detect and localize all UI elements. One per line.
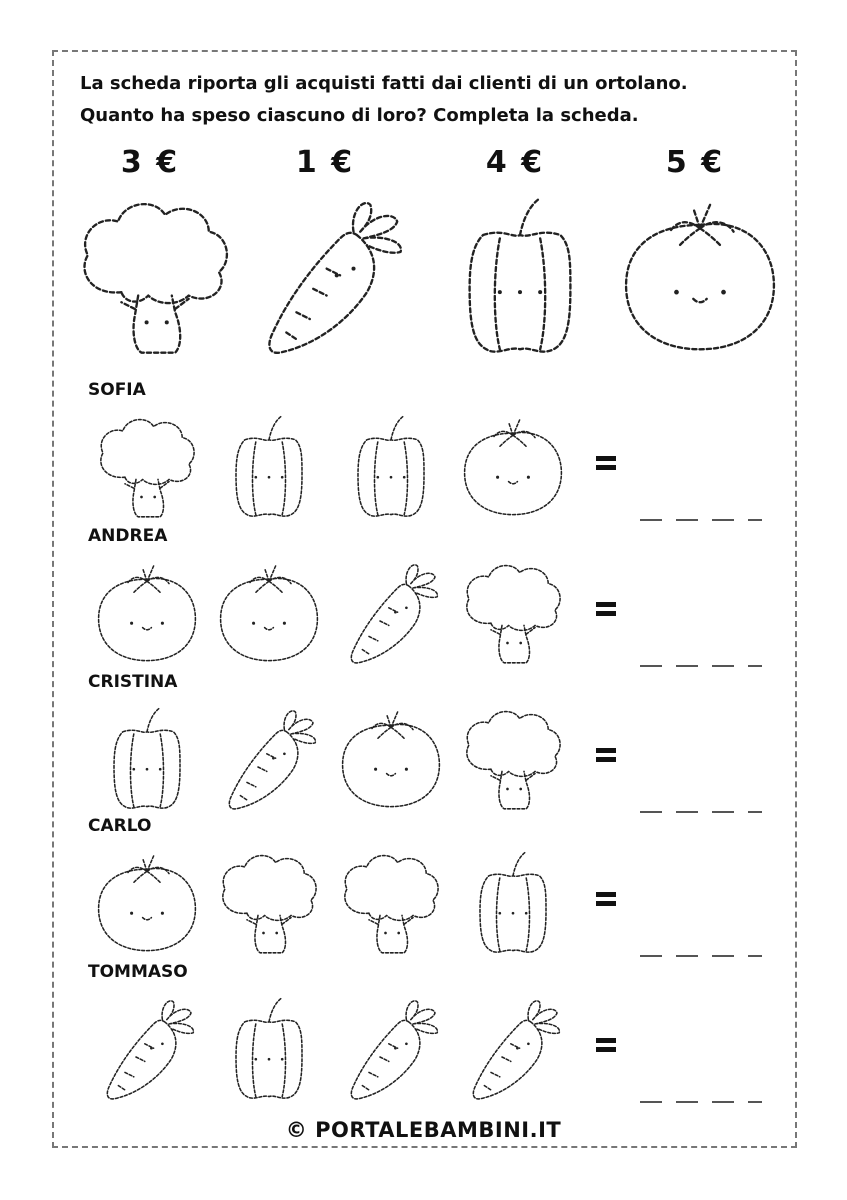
instructions [80,68,780,132]
pepper-icon [458,844,568,956]
carrot-icon [458,990,568,1102]
tomato-icon [92,844,202,956]
carrot-icon [214,700,324,812]
equals-sign [596,1038,616,1052]
tomato-icon [615,188,785,356]
carrot-icon [336,554,446,666]
customer-name: ANDREA [88,526,168,546]
pepper-icon [214,408,324,520]
equals-sign [596,456,616,470]
pepper-icon [92,700,202,812]
pepper-icon [435,188,605,356]
instructions-line-1: La scheda riporta gli acquisti fatti dai clienti di un ortolano. [80,73,688,94]
footer-credit: © PORTALEBAMBINI.IT [285,1118,562,1142]
broccoli-icon [92,408,202,520]
customer-name: CARLO [88,816,152,836]
price-label-tomato: 5 € [665,145,725,180]
tomato-icon [214,554,324,666]
broccoli-icon [458,554,568,666]
broccoli-icon [458,700,568,812]
tomato-icon [92,554,202,666]
answer-blank[interactable] [640,811,762,813]
price-label-carrot: 1 € [295,145,355,180]
instructions-line-2: Quanto ha speso ciascuno di loro? Completa la scheda. [80,105,639,126]
price-label-pepper: 4 € [485,145,545,180]
answer-blank[interactable] [640,519,762,521]
broccoli-icon [336,844,446,956]
equals-sign [596,602,616,616]
customer-name: TOMMASO [88,962,188,982]
carrot-icon [92,990,202,1102]
tomato-icon [336,700,446,812]
pepper-icon [336,408,446,520]
broccoli-icon [214,844,324,956]
answer-blank[interactable] [640,955,762,957]
pepper-icon [214,990,324,1102]
answer-blank[interactable] [640,665,762,667]
answer-blank[interactable] [640,1101,762,1103]
tomato-icon [458,408,568,520]
customer-name: CRISTINA [88,672,178,692]
equals-sign [596,892,616,906]
broccoli-icon [70,188,240,356]
carrot-icon [336,990,446,1102]
price-label-broccoli: 3 € [120,145,180,180]
equals-sign [596,748,616,762]
customer-name: SOFIA [88,380,146,400]
carrot-icon [245,188,415,356]
